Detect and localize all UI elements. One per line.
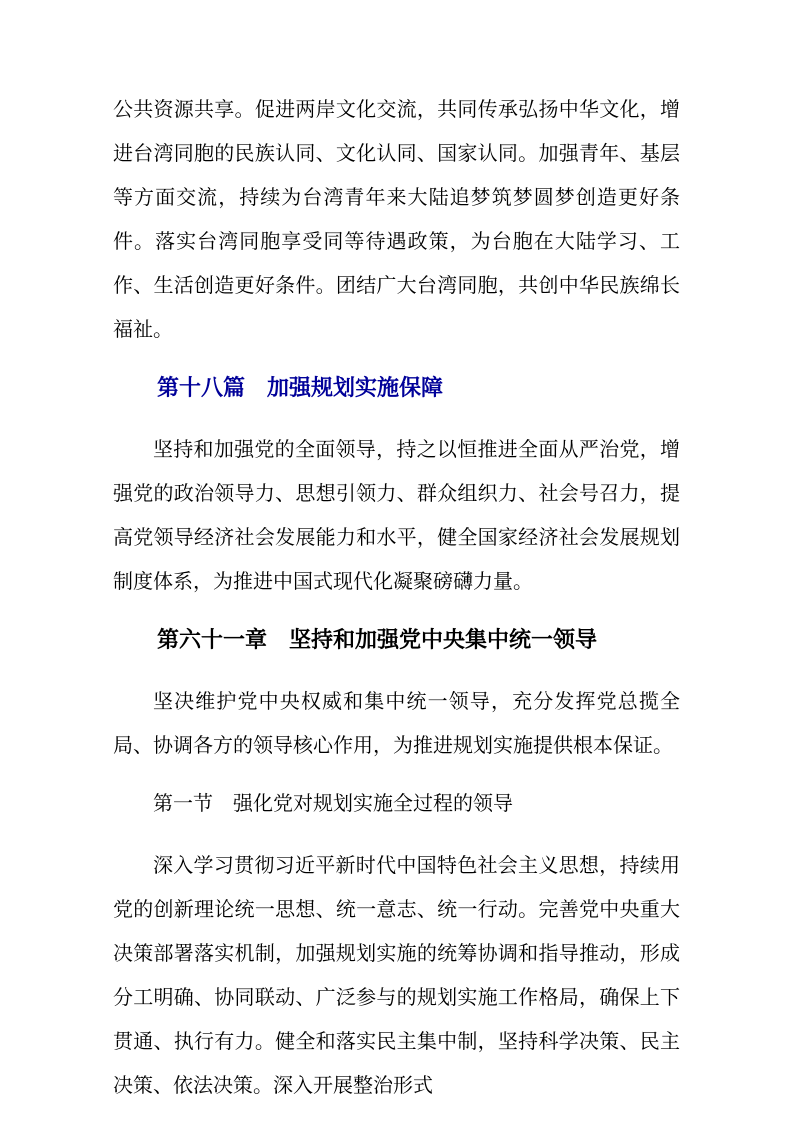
chapter-heading-61: 第六十一章 坚持和加强党中央集中统一领导 (157, 627, 598, 652)
paragraph-central-authority: 坚决维护党中央权威和集中统一领导，充分发挥党总揽全局、协调各方的领导核心作用，为推进规划实施提供根本保证。 (113, 691, 680, 757)
paragraph-taiwan-exchange: 公共资源共享。促进两岸文化交流，共同传承弘扬中华文化，增进台湾同胞的民族认同、文化认同、国家认同。加强青年、基层等方面交流，持续为台湾青年来大陆追梦筑梦圆梦创造更好条件。落实台湾同胞享受同等待遇政策，为台胞在大陆学习、工作、生活创造更好条件。团结广大台湾同胞，共创中华民族绵长福祉。 (113, 99, 680, 341)
part-heading-18: 第十八篇 加强规划实施保障 (157, 375, 444, 400)
paragraph-implementation-leadership: 深入学习贯彻习近平新时代中国特色社会主义思想，持续用党的创新理论统一思想、统一意志、统一行动。完善党中央重大决策部署落实机制，加强规划实施的统筹协调和指导推动，形成分工明确、协同联动、广泛参与的规划实施工作格局，确保上下贯通、执行有力。健全和落实民主集中制，坚持科学决策、民主决策、依法决策。深入开展整治形式 (113, 855, 680, 1097)
paragraph-party-leadership: 坚持和加强党的全面领导，持之以恒推进全面从严治党，增强党的政治领导力、思想引领力、群众组织力、社会号召力，提高党领导经济社会发展能力和水平，健全国家经济社会发展规划制度体系，为推进中国式现代化凝聚磅礴力量。 (113, 439, 680, 593)
section-heading-1: 第一节 强化党对规划实施全过程的领导 (153, 793, 513, 815)
